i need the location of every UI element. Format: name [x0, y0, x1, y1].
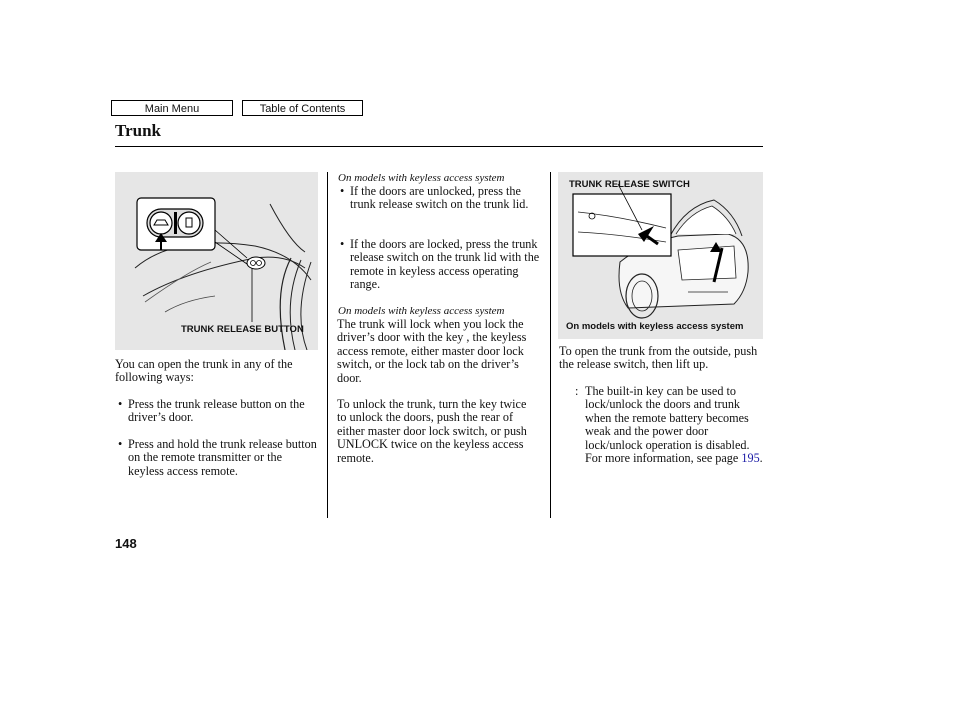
trunk-release-switch-figure [558, 172, 763, 339]
page-title: Trunk [115, 121, 161, 140]
middle-bullet-1: • If the doors are unlocked, press the trunk release switch on the trunk lid. [340, 185, 540, 212]
left-bullet-2: • Press and hold the trunk release button on the remote transmitter or the keyless access remote. [118, 437, 317, 478]
left-bullet-1-text: Press the trunk release button on the driver’s door. [128, 397, 305, 425]
trunk-release-button-caption: TRUNK RELEASE BUTTON [181, 324, 304, 335]
column-divider-left [327, 172, 328, 518]
note-end: . [759, 451, 763, 466]
right-paragraph-1: To open the trunk from the outside, push the release switch, then lift up. [559, 344, 758, 372]
middle-heading-1: On models with keyless access system [338, 172, 505, 184]
note-prefix: : [575, 384, 579, 398]
table-of-contents-button[interactable]: Table of Contents [242, 100, 363, 116]
main-menu-button[interactable]: Main Menu [111, 100, 233, 116]
middle-bullet-1-text: If the doors are unlocked, press the trunk release switch on the trunk lid. [350, 184, 529, 212]
left-intro: You can open the trunk in any of the following ways: [115, 357, 293, 385]
note-paragraph [585, 385, 763, 465]
middle-bullet-2: • If the doors are locked, press the trunk release switch on the trunk lid with the remote in keyless access operating range. [340, 237, 540, 292]
page-195-link[interactable]: 195 [741, 451, 760, 466]
keyless-access-caption: On models with keyless access system [566, 321, 744, 332]
trunk-release-switch-caption: TRUNK RELEASE SWITCH [569, 179, 690, 190]
column-divider-right [550, 172, 551, 518]
left-bullet-2-text: Press and hold the trunk release button on the remote transmitter or the keyless access remote. [128, 437, 317, 478]
middle-paragraph-1: The trunk will lock when you lock the driver’s door with the key , the keyless access remote, either master door lock switch, or the lock tab on the driver’s door. [337, 317, 527, 385]
note-body: The built-in key can be used to lock/unlock the doors and trunk when the remote battery becomes weak and the power door lock/unlock operation is disabled. For more information, see page [585, 384, 750, 466]
page-number: 148 [115, 536, 137, 551]
title-rule [115, 146, 763, 147]
middle-bullet-2-text: If the doors are locked, press the trunk release switch on the trunk lid with the remote in keyless access operating range. [350, 237, 540, 292]
left-bullet-1: • Press the trunk release button on the driver’s door. [118, 398, 318, 425]
middle-heading-2: On models with keyless access system [338, 305, 505, 317]
car-rear-illustration [558, 172, 763, 339]
middle-paragraph-2: To unlock the trunk, turn the key twice to unlock the doors, push the rear of either master door lock switch, or push UNLOCK twice on the keyless access remote. [337, 397, 527, 465]
